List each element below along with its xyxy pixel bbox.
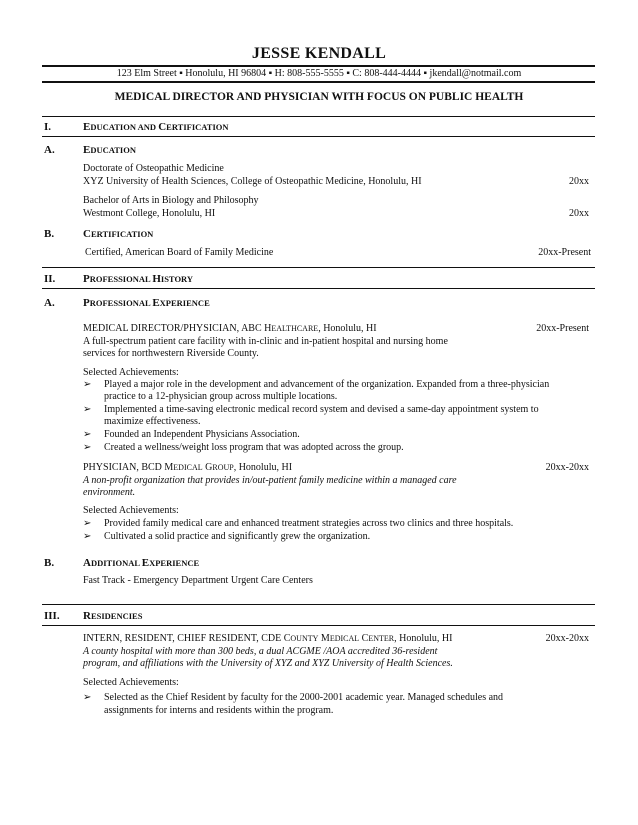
date: 20xx-Present (538, 247, 591, 258)
subsection-title-education: EDUCATION (83, 144, 136, 156)
subsection-title-professional-experience: PROFESSIONAL EXPERIENCE (83, 297, 210, 309)
subsection-number: B. (44, 228, 55, 240)
residency-description: A county hospital with more than 300 beds, a dual ACGME /AOA accredited 36-resident (83, 646, 438, 657)
subsection-title-additional-experience: ADDITIONAL EXPERIENCE (83, 557, 200, 569)
section-title-professional-history: PROFESSIONAL HISTORY (83, 273, 194, 285)
bullet-text: maximize effectiveness. (104, 416, 201, 427)
section-rule (42, 288, 595, 289)
section-rule (42, 604, 595, 605)
subsection-number: A. (44, 144, 55, 156)
bullet-icon: ➢ (83, 518, 92, 529)
achievements-label: Selected Achievements: (83, 505, 179, 516)
residency-title: INTERN, RESIDENT, CHIEF RESIDENT, CDE COUNTY MEDICAL CENTER, Honolulu, HI (83, 633, 453, 644)
bullet-text: Created a wellness/weight loss program that was adopted across the group. (104, 442, 404, 453)
achievements-label: Selected Achievements: (83, 677, 179, 688)
bullet-icon: ➢ (83, 379, 92, 390)
job-title: PHYSICIAN, BCD MEDICAL GROUP, Honolulu, HI (83, 462, 293, 473)
bullet-text: practice to a 12-physician group across multiple locations. (104, 391, 338, 402)
degree: Bachelor of Arts in Biology and Philosophy (83, 195, 259, 206)
header-rule-bottom (42, 81, 595, 83)
bullet-icon: ➢ (83, 429, 92, 440)
bullet-text: Played a major role in the development and advancement of the organization. Expanded from a three-physician (104, 379, 550, 390)
section-rule (42, 267, 595, 268)
bullet-icon: ➢ (83, 692, 92, 703)
bullet-text: Provided family medical care and enhanced treatment strategies across two clinics and three hospitals. (104, 518, 514, 529)
job-title: MEDICAL DIRECTOR/PHYSICIAN, ABC HEALTHCARE, Honolulu, HI (83, 323, 377, 334)
bullet-icon: ➢ (83, 531, 92, 542)
subsection-number: B. (44, 557, 55, 569)
additional-experience: Fast Track - Emergency Department Urgent Care Centers (83, 575, 313, 586)
header-rule-top (42, 65, 595, 67)
school: Westmont College, Honolulu, HI (83, 208, 216, 219)
section-rule (42, 625, 595, 626)
section-number: III. (44, 610, 60, 622)
bullet-icon: ➢ (83, 404, 92, 415)
headline: MEDICAL DIRECTOR AND PHYSICIAN WITH FOCUS ON PUBLIC HEALTH (114, 91, 524, 103)
section-rule (42, 116, 595, 117)
date: 20xx (569, 176, 589, 187)
bullet-text: assignments for interns and residents within the program. (104, 705, 334, 716)
section-rule (42, 136, 595, 137)
date: 20xx-Present (536, 323, 589, 334)
candidate-name: JESSE KENDALL (251, 45, 387, 62)
date: 20xx (569, 208, 589, 219)
section-number: I. (44, 121, 52, 133)
job-description: services for northwestern Riverside County. (83, 348, 259, 359)
subsection-title-certification: CERTIFICATION (83, 228, 154, 240)
school: XYZ University of Health Sciences, College of Osteopathic Medicine, Honolulu, HI (83, 176, 422, 187)
bullet-text: Cultivated a solid practice and significantly grew the organization. (104, 531, 371, 542)
job-description: environment. (83, 487, 136, 498)
section-number: II. (44, 273, 56, 285)
bullet-icon: ➢ (83, 442, 92, 453)
residency-description: program, and affiliations with the University of XYZ and XYZ University of Health Sciences. (83, 658, 453, 669)
achievements-label: Selected Achievements: (83, 367, 179, 378)
contact-line: 123 Elm Street ▪ Honolulu, HI 96804 ▪ H: 808-555-5555 ▪ C: 808-444-4444 ▪ jkendall@notmail.com (116, 68, 522, 79)
date: 20xx-20xx (545, 462, 589, 473)
certification: Certified, American Board of Family Medicine (85, 247, 274, 258)
section-title-residencies: RESIDENCIES (83, 610, 143, 622)
degree: Doctorate of Osteopathic Medicine (83, 163, 224, 174)
job-description: A full-spectrum patient care facility with in-clinic and in-patient hospital and nursing home (83, 336, 448, 347)
job-description: A non-profit organization that provides in/out-patient family medicine within a managed care (83, 475, 457, 486)
section-title-education-certification: EDUCATION AND CERTIFICATION (83, 121, 229, 133)
subsection-number: A. (44, 297, 55, 309)
bullet-text: Founded an Independent Physicians Association. (104, 429, 300, 440)
date: 20xx-20xx (545, 633, 589, 644)
bullet-text: Implemented a time-saving electronic medical record system and devised a same-day appointment system to (104, 404, 539, 415)
bullet-text: Selected as the Chief Resident by faculty for the 2000-2001 academic year. Managed schedules and (104, 692, 504, 703)
